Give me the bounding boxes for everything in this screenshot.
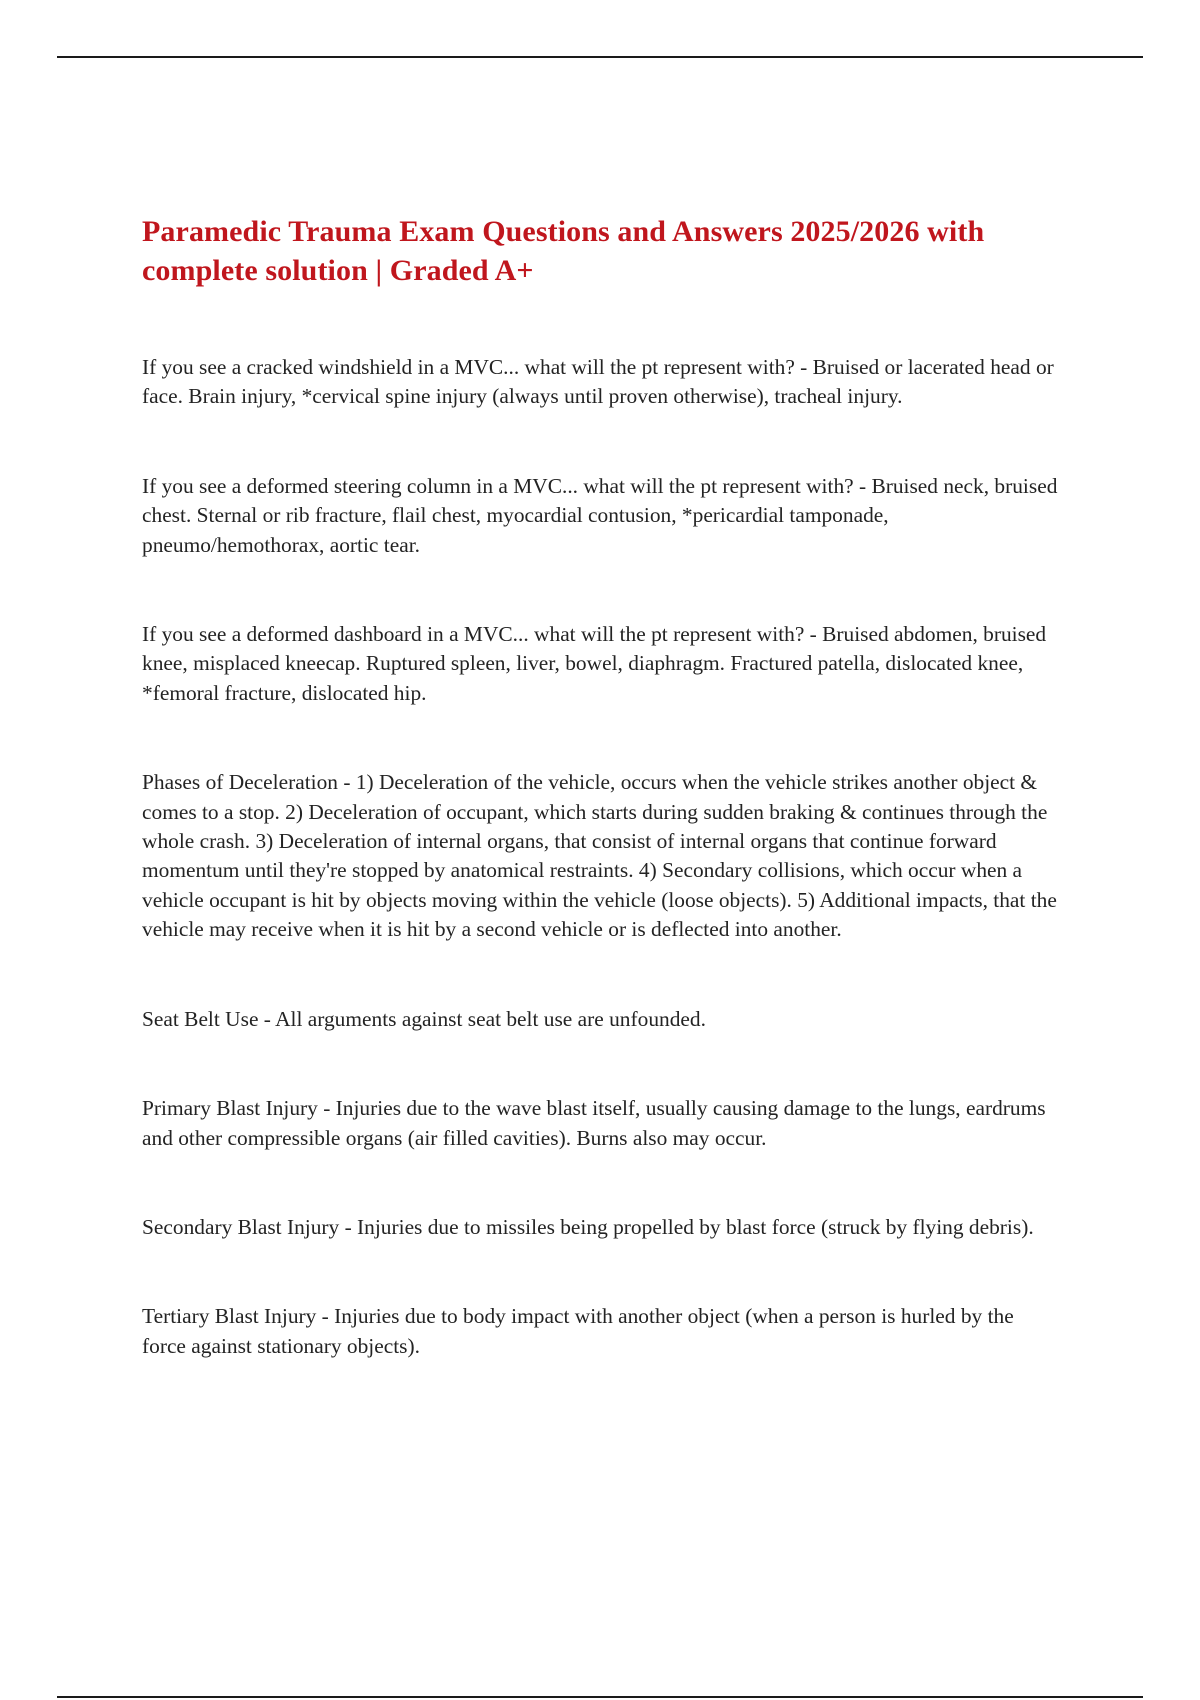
qa-entry-cracked-windshield: If you see a cracked windshield in a MVC... what will the pt represent with? - Bruised or lacerated head or face. Brain injury, *cervical spine injury (always until proven otherwise), tracheal injury. xyxy=(142,355,1054,409)
qa-entry-primary-blast-injury: Primary Blast Injury - Injuries due to the wave blast itself, usually causing damage to the lungs, eardrums and other compressible organs (air filled cavities). Burns also may occur. xyxy=(142,1096,1046,1150)
document-title: Paramedic Trauma Exam Questions and Answers 2025/2026 with complete solution | Graded A+ xyxy=(142,215,985,287)
header-rule xyxy=(57,56,1143,58)
qa-list xyxy=(142,353,1062,1361)
page-content xyxy=(142,212,1062,1361)
qa-entry-secondary-blast-injury: Secondary Blast Injury - Injuries due to missiles being propelled by blast force (struck by flying debris). xyxy=(142,1214,1034,1239)
qa-entry-deformed-dashboard: If you see a deformed dashboard in a MVC... what will the pt represent with? - Bruised abdomen, bruised knee, misplaced kneecap. Ruptured spleen, liver, bowel, diaphragm. Fractured patella, dislocated knee, *femoral fracture, dislocated hip. xyxy=(142,622,1047,705)
footer-rule xyxy=(57,1696,1143,1698)
qa-entry-deformed-steering-column: If you see a deformed steering column in a MVC... what will the pt represent with? - Bruised neck, bruised chest. Sternal or rib fracture, flail chest, myocardial contusion, *pericardial tamponade, pneumo/hemothorax, aortic tear. xyxy=(142,473,1058,557)
qa-entry-tertiary-blast-injury: Tertiary Blast Injury - Injuries due to body impact with another object (when a person is hurled by the force against stationary objects). xyxy=(142,1304,1014,1358)
qa-entry-phases-of-deceleration: Phases of Deceleration - 1) Deceleration of the vehicle, occurs when the vehicle strikes another object & comes to a stop. 2) Deceleration of occupant, which starts during sudden braking & continues through the whole crash. 3) Deceleration of internal organs, that consist of internal organs that continue forward momentum until they're stopped by anatomical restraints. 4) Secondary collisions, which occur when a vehicle occupant is hit by objects moving within the vehicle (loose objects). 5) Additional impacts, that the vehicle may receive when it is hit by a second vehicle or is deflected into another. xyxy=(142,770,1057,942)
qa-entry-seat-belt-use: Seat Belt Use - All arguments against seat belt use are unfounded. xyxy=(142,1006,706,1031)
